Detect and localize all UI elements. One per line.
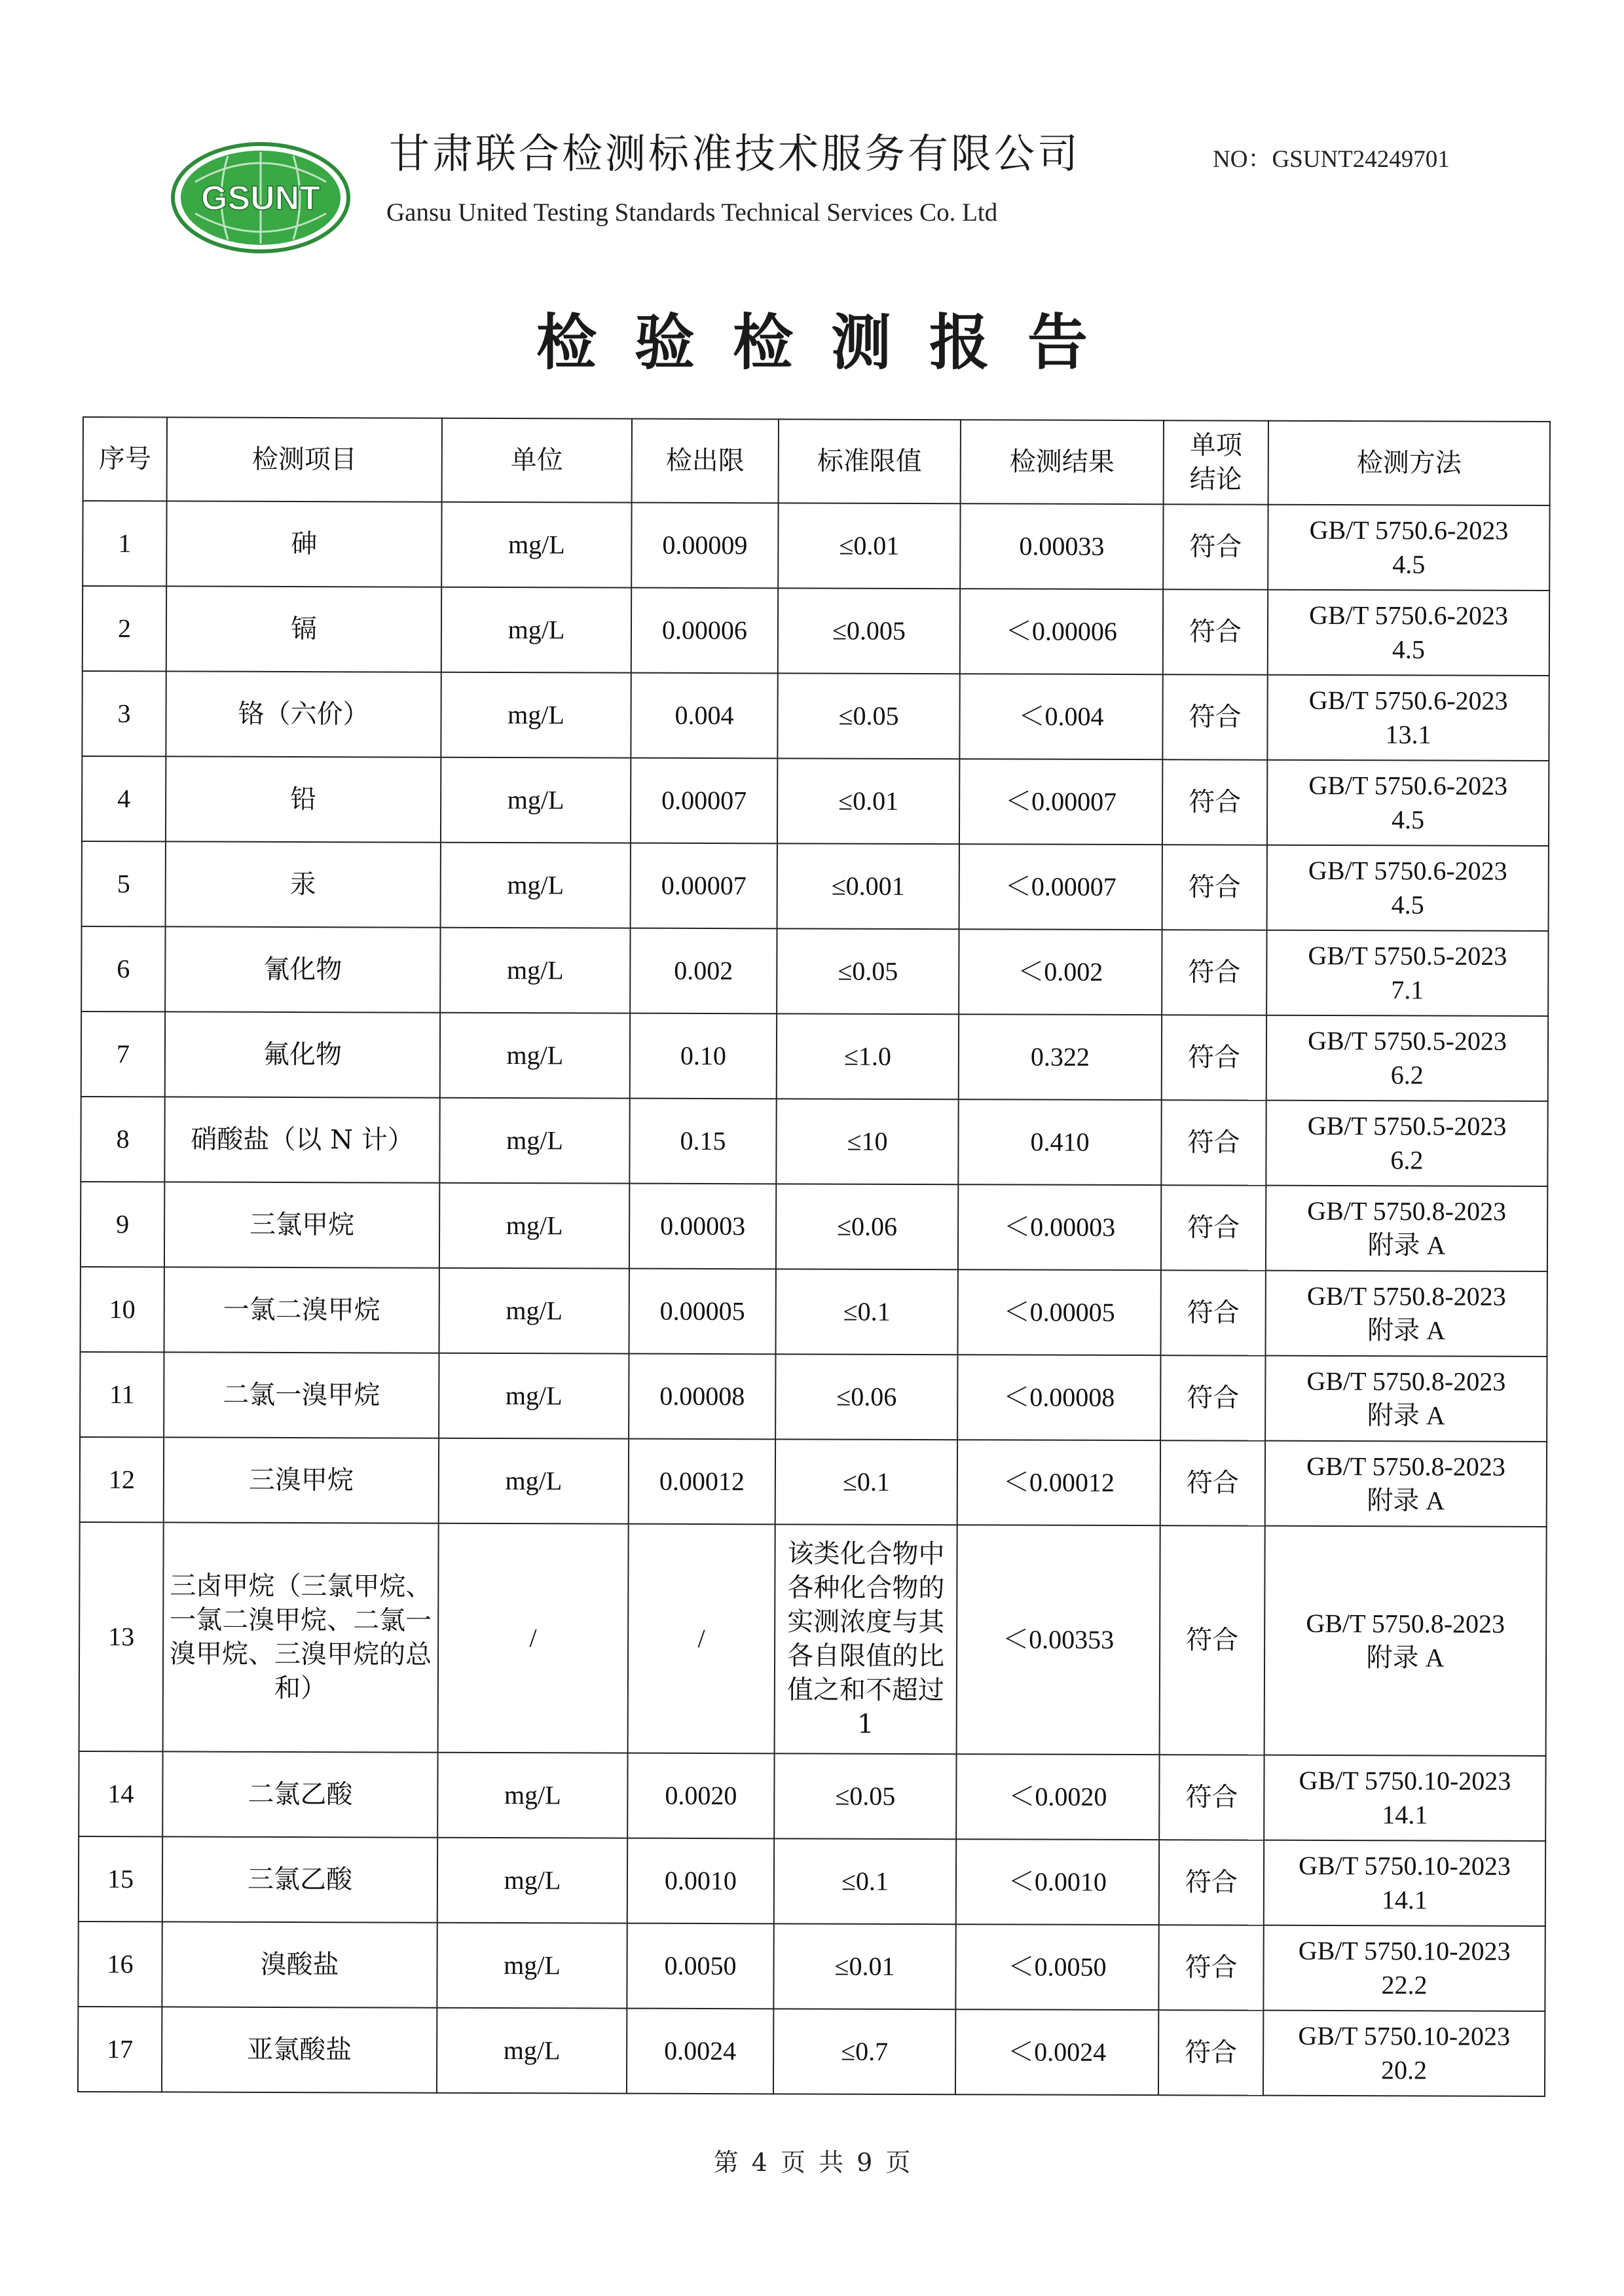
cell-conclusion: 符合 bbox=[1162, 759, 1267, 845]
cell-detection-limit: 0.00007 bbox=[631, 758, 777, 844]
cell-item: 三氯甲烷 bbox=[164, 1182, 439, 1267]
table-row bbox=[81, 1267, 1547, 1357]
method-standard: GB/T 5750.6-2023 bbox=[1309, 515, 1509, 545]
cell-result: ＜0.0020 bbox=[956, 1754, 1159, 1840]
cell-seq: 3 bbox=[82, 671, 166, 756]
cell-conclusion: 符合 bbox=[1161, 1185, 1266, 1271]
cell-detection-limit: 0.0024 bbox=[627, 2009, 773, 2094]
cell-result: 0.410 bbox=[958, 1099, 1161, 1185]
cell-item: 一氯二溴甲烷 bbox=[164, 1267, 439, 1353]
cell-method bbox=[1266, 1271, 1547, 1357]
method-clause: 22.2 bbox=[1381, 1970, 1428, 2000]
method-standard: GB/T 5750.8-2023 bbox=[1306, 1451, 1505, 1482]
cell-standard-limit: ≤0.1 bbox=[776, 1269, 958, 1355]
cell-method bbox=[1267, 675, 1549, 761]
table-row bbox=[81, 1182, 1547, 1271]
method-clause: 附录 A bbox=[1367, 1400, 1445, 1430]
cell-unit: mg/L bbox=[440, 928, 630, 1013]
cell-result: ＜0.00353 bbox=[957, 1525, 1160, 1755]
cell-item: 硝酸盐（以 N 计） bbox=[164, 1097, 439, 1182]
cell-detection-limit: 0.00006 bbox=[631, 588, 778, 674]
cell-method bbox=[1266, 1015, 1548, 1101]
cell-detection-limit: 0.0020 bbox=[627, 1753, 774, 1839]
table-body bbox=[78, 501, 1550, 2096]
cell-method bbox=[1268, 505, 1549, 591]
cell-item: 三卤甲烷（三氯甲烷、一氯二溴甲烷、二氯一溴甲烷、三溴甲烷的总和） bbox=[163, 1522, 439, 1752]
cell-detection-limit: 0.15 bbox=[629, 1099, 776, 1184]
cell-unit: mg/L bbox=[437, 1923, 627, 2009]
table-row bbox=[83, 586, 1549, 676]
table-row bbox=[80, 1437, 1547, 1527]
cell-item: 砷 bbox=[166, 501, 441, 587]
cell-detection-limit: 0.00009 bbox=[631, 503, 778, 589]
cell-standard-limit: ≤0.1 bbox=[775, 1439, 957, 1525]
cell-standard-limit: ≤0.01 bbox=[773, 1923, 955, 2009]
header-conclusion-line1: 单项 bbox=[1189, 430, 1242, 461]
table-row bbox=[78, 2007, 1545, 2096]
cell-method bbox=[1263, 2011, 1545, 2096]
method-standard: GB/T 5750.5-2023 bbox=[1308, 1025, 1507, 1056]
cell-item: 镉 bbox=[166, 586, 441, 672]
cell-conclusion: 符合 bbox=[1159, 1840, 1264, 1925]
cell-method bbox=[1264, 1840, 1545, 1926]
cell-result: ＜0.00006 bbox=[960, 589, 1163, 674]
cell-conclusion: 符合 bbox=[1162, 1015, 1266, 1101]
cell-method bbox=[1268, 590, 1549, 676]
cell-unit: mg/L bbox=[439, 1438, 629, 1524]
cell-seq: 16 bbox=[78, 1922, 162, 2007]
cell-seq: 6 bbox=[81, 926, 165, 1011]
cell-detection-limit: 0.10 bbox=[630, 1013, 777, 1099]
cell-conclusion: 符合 bbox=[1158, 2010, 1263, 2096]
cell-result: ＜0.00005 bbox=[958, 1269, 1161, 1355]
cell-seq: 13 bbox=[79, 1522, 164, 1751]
cell-result: ＜0.00007 bbox=[959, 844, 1162, 930]
table-row bbox=[82, 841, 1549, 931]
svg-text:GSUNT: GSUNT bbox=[201, 179, 320, 217]
cell-detection-limit: 0.0010 bbox=[627, 1838, 774, 1924]
cell-conclusion: 符合 bbox=[1160, 1525, 1265, 1755]
cell-standard-limit: ≤0.05 bbox=[777, 673, 959, 759]
cell-conclusion: 符合 bbox=[1160, 1355, 1265, 1441]
method-clause: 附录 A bbox=[1367, 1485, 1445, 1516]
table-row bbox=[78, 1922, 1545, 2011]
report-title: 检验检测报告 bbox=[536, 307, 1126, 378]
method-standard: GB/T 5750.10-2023 bbox=[1299, 1850, 1511, 1881]
cell-standard-limit: ≤0.06 bbox=[775, 1354, 957, 1440]
table-row bbox=[79, 1836, 1545, 1926]
header-conclusion bbox=[1164, 420, 1268, 505]
method-clause: 14.1 bbox=[1382, 1800, 1428, 1830]
gsunt-logo-icon bbox=[169, 137, 352, 255]
cell-unit: / bbox=[438, 1523, 629, 1753]
cell-method bbox=[1266, 1101, 1547, 1186]
method-clause: 附录 A bbox=[1367, 1230, 1446, 1260]
cell-result: ＜0.002 bbox=[959, 929, 1162, 1015]
cell-standard-limit: ≤0.1 bbox=[774, 1838, 956, 1924]
cell-detection-limit: 0.00007 bbox=[631, 843, 777, 929]
method-clause: 13.1 bbox=[1385, 720, 1431, 750]
cell-standard-limit: ≤1.0 bbox=[777, 1013, 959, 1099]
cell-seq: 2 bbox=[83, 586, 166, 671]
cell-standard-limit: ≤0.01 bbox=[778, 503, 960, 589]
cell-method bbox=[1264, 1526, 1547, 1756]
cell-item: 汞 bbox=[166, 841, 441, 927]
cell-conclusion: 符合 bbox=[1159, 1755, 1264, 1840]
cell-seq: 14 bbox=[79, 1751, 162, 1836]
cell-item: 氰化物 bbox=[165, 926, 440, 1012]
cell-seq: 1 bbox=[83, 501, 166, 586]
cell-result: ＜0.00007 bbox=[959, 759, 1162, 845]
cell-method bbox=[1265, 1356, 1547, 1442]
cell-standard-limit: ≤0.06 bbox=[776, 1184, 958, 1269]
cell-conclusion: 符合 bbox=[1162, 930, 1266, 1015]
cell-unit: mg/L bbox=[439, 1098, 629, 1184]
header-result: 检测结果 bbox=[961, 420, 1164, 504]
method-standard: GB/T 5750.8-2023 bbox=[1306, 1366, 1506, 1396]
company-name-en: Gansu United Testing Standards Technical Services Co. Ltd bbox=[386, 198, 998, 227]
cell-result: ＜0.00012 bbox=[957, 1440, 1160, 1525]
header-item: 检测项目 bbox=[167, 417, 442, 501]
table-row bbox=[81, 1011, 1548, 1101]
cell-result: ＜0.0050 bbox=[955, 1924, 1158, 2010]
header-unit: 单位 bbox=[442, 418, 632, 503]
table-row bbox=[83, 501, 1549, 591]
cell-item: 二氯一溴甲烷 bbox=[164, 1352, 439, 1438]
cell-unit: mg/L bbox=[437, 1838, 627, 1923]
method-standard: GB/T 5750.8-2023 bbox=[1306, 1608, 1505, 1639]
cell-seq: 9 bbox=[81, 1182, 164, 1267]
cell-conclusion: 符合 bbox=[1162, 674, 1267, 760]
cell-unit: mg/L bbox=[437, 2008, 627, 2094]
cell-result: ＜0.0010 bbox=[956, 1839, 1159, 1925]
cell-unit: mg/L bbox=[439, 1353, 629, 1439]
method-standard: GB/T 5750.8-2023 bbox=[1306, 1281, 1506, 1311]
cell-seq: 15 bbox=[79, 1836, 162, 1922]
table-row bbox=[79, 1751, 1545, 1841]
method-clause: 6.2 bbox=[1390, 1145, 1424, 1175]
cell-unit: mg/L bbox=[441, 502, 631, 588]
cell-method bbox=[1267, 760, 1549, 846]
cell-standard-limit: ≤0.001 bbox=[777, 843, 959, 929]
cell-unit: mg/L bbox=[441, 587, 631, 673]
cell-unit: mg/L bbox=[439, 1268, 629, 1354]
method-standard: GB/T 5750.6-2023 bbox=[1308, 855, 1507, 886]
cell-conclusion: 符合 bbox=[1158, 1925, 1263, 2011]
method-clause: 4.5 bbox=[1392, 634, 1425, 665]
cell-item: 氟化物 bbox=[165, 1011, 440, 1097]
cell-seq: 12 bbox=[80, 1437, 164, 1522]
table-row bbox=[79, 1522, 1547, 1756]
cell-seq: 8 bbox=[81, 1097, 164, 1182]
cell-seq: 7 bbox=[81, 1011, 165, 1097]
cell-method bbox=[1264, 1755, 1545, 1841]
report-number: NO：GSUNT24249701 bbox=[1213, 146, 1450, 173]
cell-result: ＜0.0024 bbox=[955, 2009, 1158, 2095]
cell-result: 0.00033 bbox=[960, 503, 1163, 589]
cell-result: ＜0.00008 bbox=[957, 1355, 1160, 1440]
cell-standard-limit: ≤0.01 bbox=[777, 758, 959, 844]
method-clause: 附录 A bbox=[1367, 1315, 1446, 1345]
cell-standard-limit: ≤0.7 bbox=[773, 2009, 955, 2094]
cell-unit: mg/L bbox=[441, 672, 631, 758]
header-conclusion-line2: 结论 bbox=[1189, 464, 1242, 495]
cell-item: 三氯乙酸 bbox=[162, 1836, 437, 1922]
method-clause: 6.2 bbox=[1390, 1060, 1424, 1090]
cell-unit: mg/L bbox=[441, 843, 631, 928]
method-clause: 4.5 bbox=[1391, 890, 1424, 920]
cell-unit: mg/L bbox=[440, 1013, 630, 1099]
method-standard: GB/T 5750.5-2023 bbox=[1307, 1110, 1507, 1141]
cell-method bbox=[1265, 1441, 1547, 1527]
cell-seq: 10 bbox=[81, 1267, 164, 1352]
cell-conclusion: 符合 bbox=[1163, 504, 1268, 590]
cell-unit: mg/L bbox=[439, 1183, 629, 1269]
header-detection-limit: 检出限 bbox=[632, 419, 779, 503]
cell-standard-limit: 该类化合物中各种化合物的实测浓度与其各自限值的比值之和不超过 1 bbox=[775, 1524, 957, 1754]
cell-detection-limit: 0.002 bbox=[630, 928, 777, 1014]
cell-method bbox=[1263, 1925, 1545, 2011]
cell-unit: mg/L bbox=[437, 1753, 627, 1838]
company-name-cn: 甘肃联合检测标准技术服务有限公司 bbox=[389, 130, 1081, 177]
method-standard: GB/T 5750.6-2023 bbox=[1308, 685, 1508, 716]
cell-method bbox=[1267, 845, 1549, 931]
cell-detection-limit: 0.00005 bbox=[629, 1269, 776, 1355]
cell-detection-limit: 0.00012 bbox=[629, 1439, 775, 1525]
cell-conclusion: 符合 bbox=[1160, 1440, 1265, 1526]
table-row bbox=[82, 756, 1549, 846]
method-clause: 7.1 bbox=[1391, 975, 1424, 1005]
method-standard: GB/T 5750.5-2023 bbox=[1308, 940, 1507, 971]
method-standard: GB/T 5750.6-2023 bbox=[1309, 600, 1508, 630]
table-row bbox=[80, 1352, 1547, 1442]
method-standard: GB/T 5750.8-2023 bbox=[1307, 1195, 1507, 1226]
method-standard: GB/T 5750.10-2023 bbox=[1298, 1935, 1511, 1966]
method-standard: GB/T 5750.10-2023 bbox=[1298, 2020, 1511, 2051]
method-clause: 4.5 bbox=[1392, 805, 1425, 835]
cell-detection-limit: 0.00003 bbox=[629, 1184, 776, 1269]
cell-conclusion: 符合 bbox=[1163, 589, 1268, 675]
header-seq: 序号 bbox=[83, 417, 167, 501]
method-standard: GB/T 5750.6-2023 bbox=[1308, 770, 1508, 801]
cell-item: 铬（六价） bbox=[166, 671, 441, 757]
cell-standard-limit: ≤0.05 bbox=[774, 1753, 956, 1839]
cell-standard-limit: ≤10 bbox=[776, 1099, 958, 1184]
cell-conclusion: 符合 bbox=[1161, 1270, 1266, 1356]
cell-conclusion: 符合 bbox=[1162, 845, 1267, 930]
report-header bbox=[0, 0, 1624, 275]
cell-result: 0.322 bbox=[959, 1014, 1162, 1100]
header-method: 检测方法 bbox=[1268, 421, 1550, 505]
cell-result: ＜0.004 bbox=[959, 674, 1162, 759]
cell-seq: 4 bbox=[82, 756, 166, 841]
page-footer: 第 4 页 共 9 页 bbox=[713, 2148, 911, 2177]
method-clause: 20.2 bbox=[1381, 2055, 1428, 2085]
cell-item: 三溴甲烷 bbox=[164, 1437, 439, 1523]
cell-seq: 11 bbox=[80, 1352, 164, 1437]
table-row bbox=[82, 671, 1549, 761]
cell-standard-limit: ≤0.05 bbox=[777, 928, 959, 1014]
cell-result: ＜0.00003 bbox=[958, 1184, 1161, 1270]
cell-method bbox=[1266, 930, 1548, 1016]
table-row bbox=[81, 926, 1548, 1016]
cell-detection-limit: 0.0050 bbox=[627, 1923, 773, 2009]
cell-item: 铅 bbox=[166, 756, 441, 842]
cell-unit: mg/L bbox=[441, 757, 631, 843]
table-header-row bbox=[83, 417, 1550, 505]
method-clause: 4.5 bbox=[1392, 549, 1426, 579]
cell-item: 二氯乙酸 bbox=[162, 1751, 437, 1837]
cell-detection-limit: 0.004 bbox=[631, 673, 777, 759]
cell-detection-limit: / bbox=[628, 1524, 775, 1754]
test-results-table bbox=[77, 416, 1551, 2097]
cell-standard-limit: ≤0.005 bbox=[778, 588, 960, 674]
cell-method bbox=[1266, 1186, 1547, 1271]
cell-item: 溴酸盐 bbox=[162, 1922, 437, 2007]
cell-item: 亚氯酸盐 bbox=[162, 2007, 437, 2092]
cell-conclusion: 符合 bbox=[1161, 1100, 1266, 1186]
cell-seq: 17 bbox=[78, 2007, 162, 2092]
table-row bbox=[81, 1097, 1547, 1186]
method-standard: GB/T 5750.10-2023 bbox=[1299, 1765, 1511, 1796]
cell-seq: 5 bbox=[82, 841, 166, 926]
method-clause: 附录 A bbox=[1366, 1643, 1445, 1673]
header-standard-limit: 标准限值 bbox=[779, 419, 961, 503]
cell-detection-limit: 0.00008 bbox=[629, 1354, 775, 1440]
method-clause: 14.1 bbox=[1381, 1885, 1428, 1915]
